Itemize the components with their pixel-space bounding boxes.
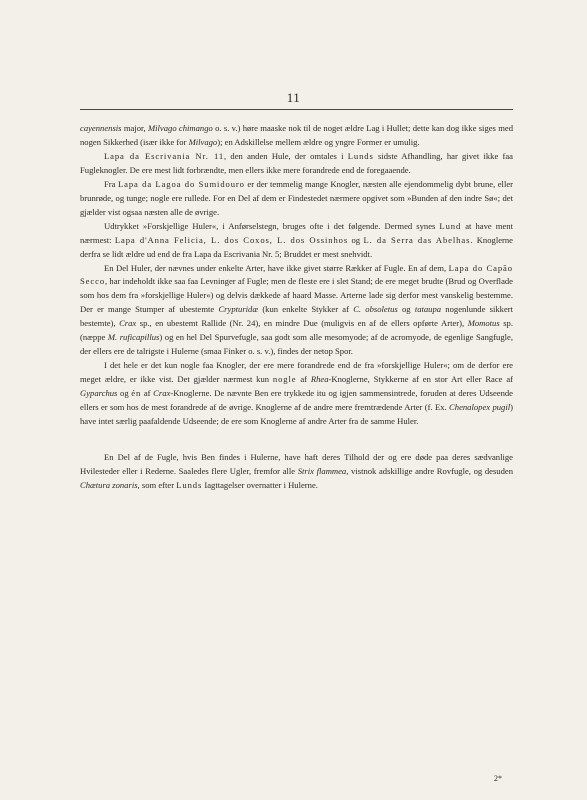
text-run: , den anden Hule, der omtales i: [224, 150, 348, 161]
italic-term: cayennensis: [80, 123, 122, 133]
spaced-name: Lund: [439, 220, 462, 231]
text-run: (kun enkelte Stykker af: [258, 304, 354, 315]
italic-term: Strix flammea: [297, 465, 347, 476]
spaced-name: Lapa d'Anna Felicia, L. dos Coxos, L. dos Ossinhos: [114, 234, 349, 245]
italic-term: Milvago chimango: [147, 123, 213, 133]
spaced-name: én: [131, 388, 142, 399]
text-run: major,: [121, 123, 148, 133]
text-run: En Del af de Fugle, hvis Ben findes i Hulerne, have haft deres Tilhold der og ere døde paa deres sædvanlige Hvilesteder eller i Rederne. Saaledes flere Ugler, fremfor alle: [80, 451, 513, 476]
italic-term: Milvago: [188, 136, 218, 147]
text-run: -Knoglerne, Stykkerne af en stor Art eller Race af: [328, 374, 513, 385]
italic-term: Crax: [119, 318, 137, 329]
spaced-name: Lunds: [347, 150, 374, 161]
text-run: sp. (næppe: [80, 318, 513, 343]
spaced-name: Lapa do Capão Secco: [80, 262, 513, 287]
text-run: I det hele er det kun nogle faa Knogler, der ere mere forandrede end de fra »forskjellige Huler«; om de derfor ere meget ældre, er ikke vist. Det gjælder nærmest kun: [80, 360, 513, 385]
text-run: og: [348, 234, 364, 245]
spaced-name: nogle: [272, 374, 297, 385]
paragraph: [80, 220, 513, 262]
spaced-name: Lunds: [176, 479, 203, 490]
text-run: af: [296, 374, 311, 385]
text-run: af: [141, 388, 154, 399]
text-run: Fra: [104, 178, 118, 189]
paragraph: [80, 359, 513, 429]
italic-term: Crypturidæ: [218, 304, 259, 315]
text-run: , har indeholdt ikke saa faa Levninger af Fugle; men de fleste ere i slet Stand; de ere meget brudte (Brud og Overflade som hos dem fra »forskjellige Huler«) og delvis dækkede af haard Masse. Arterne lade sig derfor mest vanskelig bestemme. Der er mange Stumper af ubestemte: [80, 276, 513, 315]
text-run: sidste Afhandling, har givet ikke faa Fugleknogler. De ere mest lidt forbrændte, men ellers ikke mere forandrede end de foregaaende.: [80, 150, 513, 175]
italic-term: C. obsoletus: [353, 304, 398, 315]
text-run: ); en Adskillelse mellem ældre og yngre Former er umulig.: [217, 136, 420, 147]
spaced-name: Lapa da Escrivania Nr. 11: [104, 150, 225, 161]
signature-mark: 2*: [494, 774, 502, 783]
text-run: Udtrykket »Forskjellige Huler«, i Anførselstegn, bruges ofte i det følgende. Dermed synes: [104, 220, 440, 231]
italic-term: Crax: [153, 388, 171, 399]
page-number: 11: [286, 90, 301, 105]
text-run: og: [117, 388, 132, 399]
paragraph: [80, 178, 513, 220]
paragraph: [80, 150, 513, 178]
paragraph: [80, 122, 513, 150]
text-run: o. s. v.) høre maaske nok til de noget ældre Lag i Hullet; dette kan dog ikke siges med nogen Sikkerhed (især ikke for: [80, 123, 513, 147]
body-text: [80, 122, 513, 493]
text-run: -Knoglerne. De nævnte Ben ere trykkede itu og igjen sammensintrede, foruden at deres Udseende ellers er som hos de mest forandrede af de øvrige. Knoglerne af de andre mere fremtrædende Arter (f. Ex.: [80, 388, 513, 413]
italic-term: Gyparchus: [80, 388, 118, 399]
paragraph: [80, 451, 513, 493]
text-run: ) have intet særlig paafaldende Udseende; de ere som Knoglerne af andre Arter fra de samme Huler.: [80, 402, 513, 427]
text-run: Knoglerne derfra se lidt ældre ud end de fra Lapa da Escrivania Nr. 5; Bruddet er mest snehvidt.: [80, 234, 513, 259]
text-run: at have ment nærmest:: [80, 220, 513, 245]
italic-term: Chenalopex pugil: [449, 402, 511, 413]
italic-term: tataupa: [414, 304, 442, 315]
spaced-name: Lapa da Lagoa do Sumidouro: [117, 178, 245, 189]
italic-term: Chætura zonaris: [80, 479, 138, 490]
italic-term: Rhea: [310, 374, 329, 385]
text-run: sp., en ubestemt Rallide (Nr. 24), en mindre Due (muligvis en af de ellers opførte Arter),: [136, 318, 468, 329]
italic-term: Momotus: [467, 318, 500, 329]
text-run: Iagttagelser overnatter i Hulerne.: [202, 479, 318, 490]
italic-term: M. ruficapillus: [107, 332, 160, 343]
text-run: og: [397, 304, 415, 315]
text-run: nogenlunde sikkert bestemte),: [80, 304, 514, 329]
text-run: ) og en hel Del Spurvefugle, saa godt som alle mesomyode; af de acromyode, de egenlige Sangfugle, der ellers ere de talrigste i Hulerne (smaa Finker o. s. v.), findes der netop Spor.: [80, 332, 514, 357]
text-run: , som efter: [137, 479, 177, 490]
header-rule: [80, 109, 513, 110]
paragraph: [80, 262, 513, 360]
text-run: , vistnok adskillige andre Rovfugle, og desuden: [346, 465, 513, 476]
text-run: En Del Huler, der nævnes under enkelte Arter, have ikke givet større Rækker af Fugle. En af dem,: [104, 262, 449, 273]
spaced-name: L. da Serra das Abelhas.: [363, 234, 474, 245]
text-run: er der temmelig mange Knogler, næsten alle ejendommelig dybt brune, eller brunrøde, og tunge; nogle ere rullede. For en Del af dem er Findestedet nærmere opgivet som »Bunden af den indre Sø«; det gjælder vist ogsaa næsten alle de øvrige.: [80, 178, 514, 217]
